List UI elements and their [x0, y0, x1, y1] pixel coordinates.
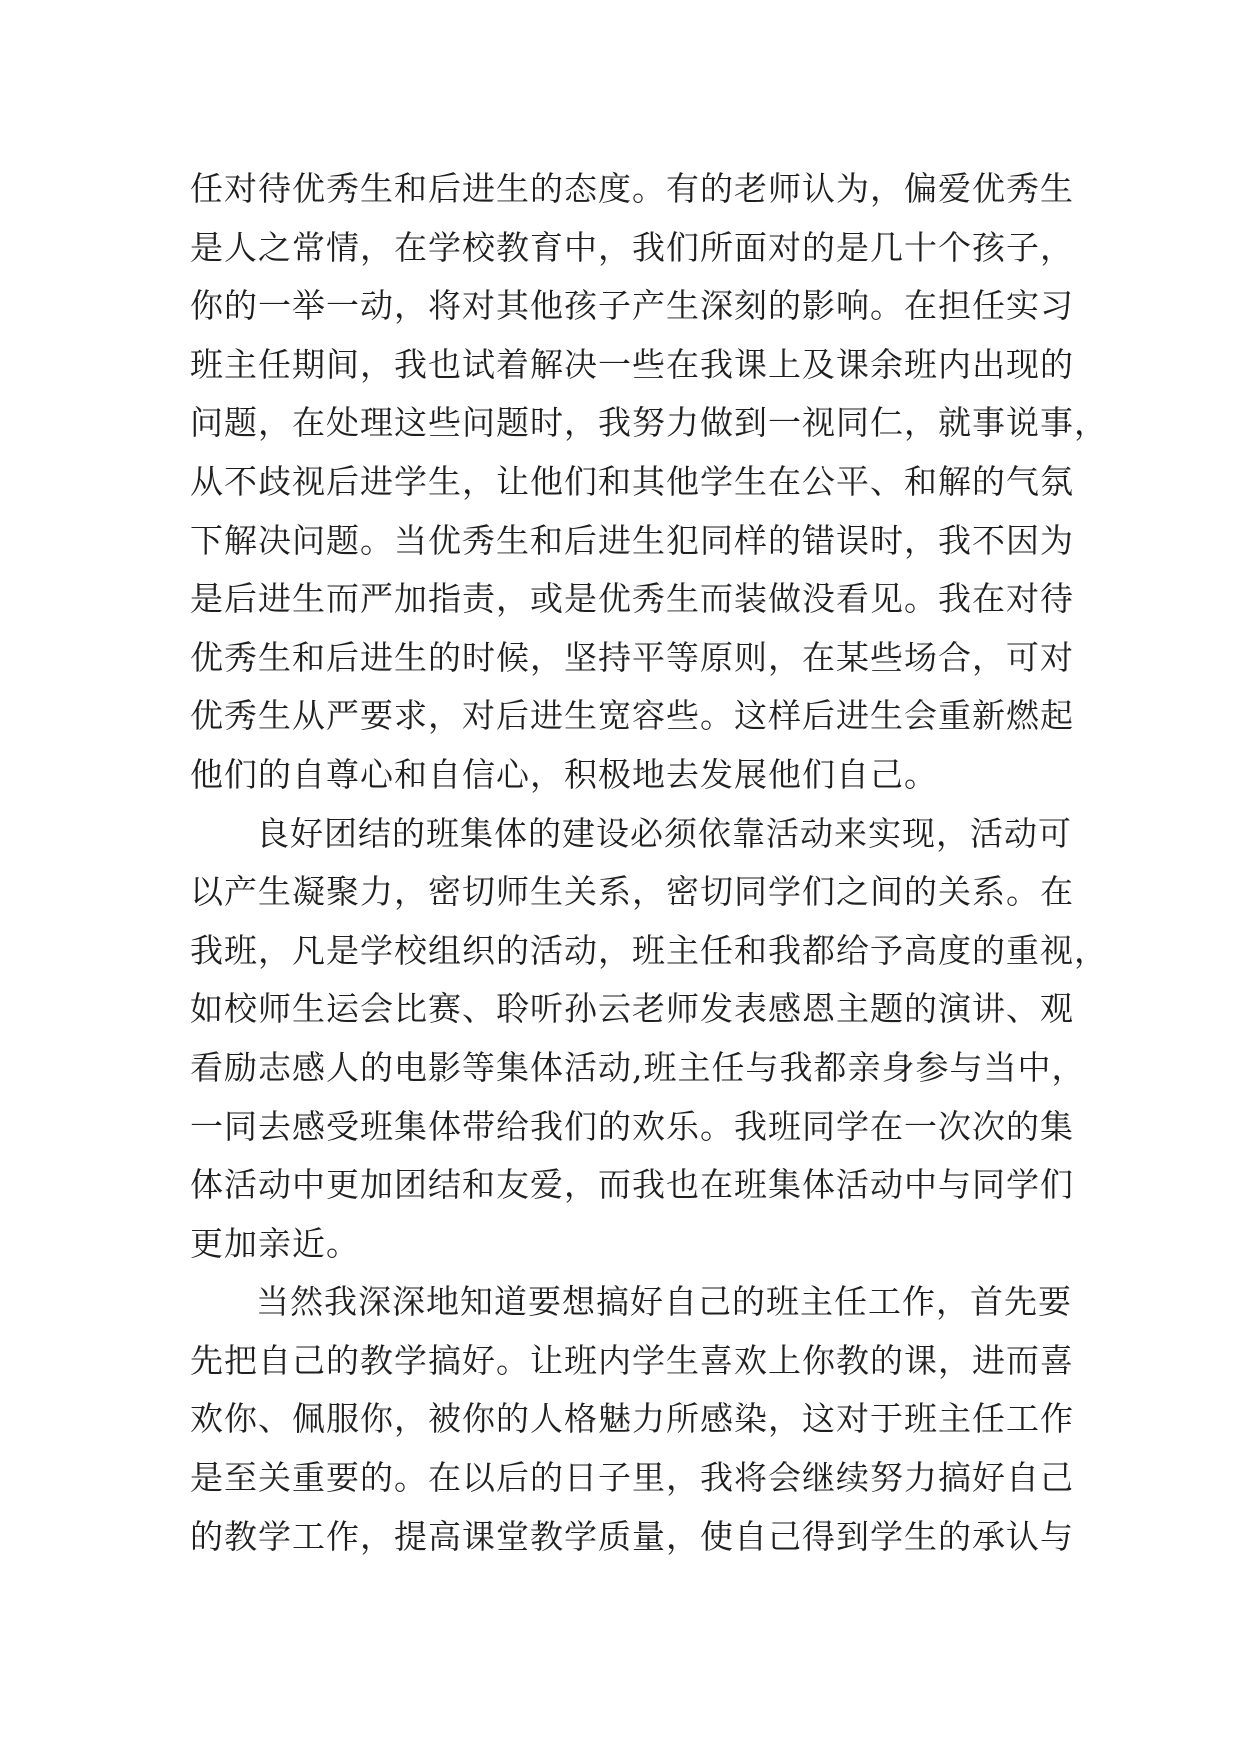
- text-line: 先把自己的教学搞好。让班内学生喜欢上你教的课，进而喜: [190, 1340, 1074, 1380]
- text-line: 我班，凡是学校组织的活动，班主任和我都给予高度的重视，: [190, 930, 1108, 970]
- text-line-paragraph-end: 更加亲近。: [190, 1223, 360, 1263]
- text-line: 是人之常情，在学校教育中，我们所面对的是几十个孩子，: [190, 227, 1074, 267]
- text-line: 从不歧视后进学生，让他们和其他学生在公平、和解的气氛: [190, 461, 1074, 501]
- text-line: 优秀生和后进生的时候，坚持平等原则，在某些场合，可对: [190, 637, 1074, 677]
- text-line: 班主任期间，我也试着解决一些在我课上及课余班内出现的: [190, 344, 1074, 384]
- text-line-paragraph-end: 他们的自尊心和自信心，积极地去发展他们自己。: [190, 754, 938, 794]
- text-line: 一同去感受班集体带给我们的欢乐。我班同学在一次次的集: [190, 1106, 1074, 1146]
- text-line-paragraph-start: 良好团结的班集体的建设必须依靠活动来实现，活动可: [256, 813, 1072, 853]
- text-line: 是至关重要的。在以后的日子里，我将会继续努力搞好自己: [190, 1458, 1074, 1498]
- text-line: 如校师生运会比赛、聆听孙云老师发表感恩主题的演讲、观: [190, 989, 1074, 1029]
- text-line: 以产生凝聚力，密切师生关系，密切同学们之间的关系。在: [190, 872, 1074, 912]
- text-line-paragraph-start: 当然我深深地知道要想搞好自己的班主任工作，首先要: [256, 1282, 1072, 1322]
- text-line: 欢你、佩服你，被你的人格魅力所感染，这对于班主任工作: [190, 1399, 1074, 1439]
- text-line: 是后进生而严加指责，或是优秀生而装做没看见。我在对待: [190, 579, 1074, 619]
- text-line: 问题，在处理这些问题时，我努力做到一视同仁，就事说事，: [190, 403, 1108, 443]
- text-line: 体活动中更加团结和友爱，而我也在班集体活动中与同学们: [190, 1165, 1074, 1205]
- text-line: 任对待优秀生和后进生的态度。有的老师认为，偏爱优秀生: [190, 169, 1074, 208]
- text-line: 看励志感人的电影等集体活动,班主任与我都亲身参与当中，: [190, 1047, 1086, 1087]
- text-line: 的教学工作，提高课堂教学质量，使自己得到学生的承认与: [190, 1516, 1074, 1556]
- text-line: 优秀生从严要求，对后进生宽容些。这样后进生会重新燃起: [190, 696, 1074, 736]
- text-line: 下解决问题。当优秀生和后进生犯同样的错误时，我不因为: [190, 520, 1074, 560]
- body-text: [190, 160, 1108, 1566]
- text-line: 你的一举一动，将对其他孩子产生深刻的影响。在担任实习: [190, 286, 1074, 326]
